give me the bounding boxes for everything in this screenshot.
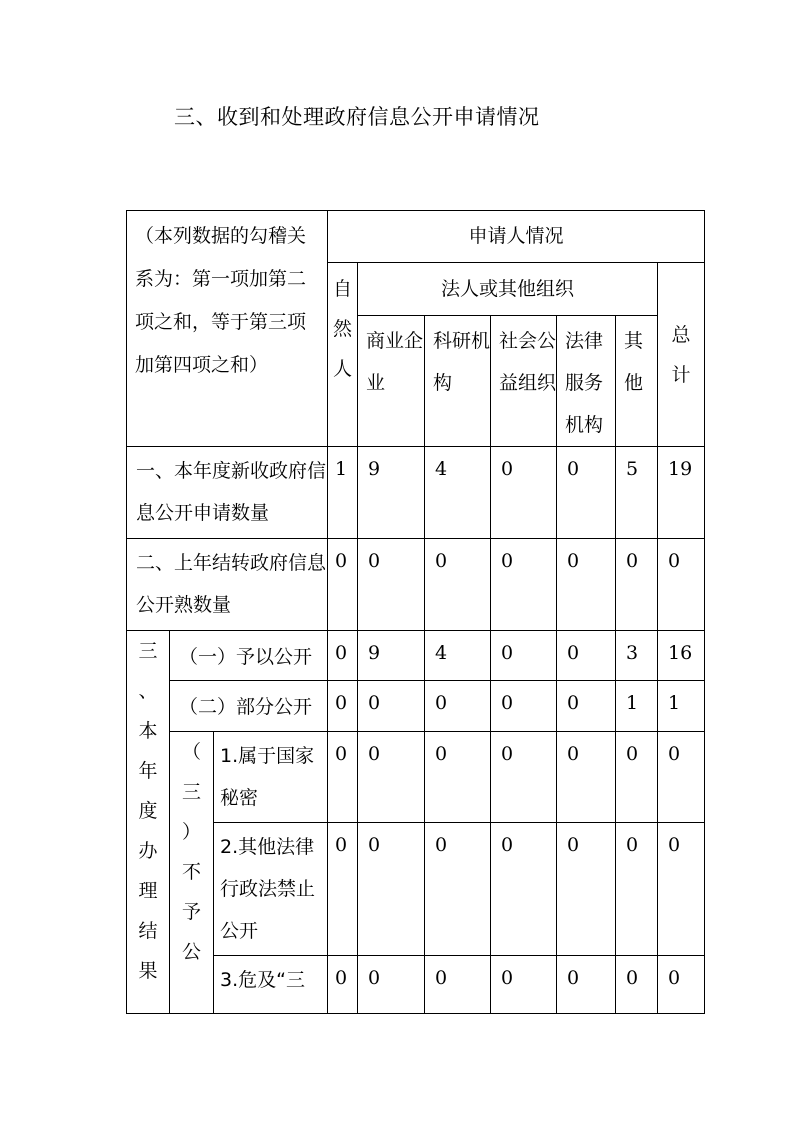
header-legal-service: 法律服务机构 <box>557 316 616 447</box>
row-carried-over-label: 二、上年结转政府信息公开熟数量 <box>127 539 328 631</box>
natural-person-char-2: 然 <box>332 318 352 340</box>
value-cell: 9 <box>358 447 425 539</box>
not-disclose-char: ） <box>181 821 201 843</box>
row-partial-label: （二）部分公开 <box>170 681 328 732</box>
value-cell: 4 <box>425 447 491 539</box>
value-cell: 19 <box>658 447 705 539</box>
value-cell: 0 <box>328 539 358 631</box>
natural-person-char-1: 自 <box>332 278 352 300</box>
value-cell: 0 <box>491 447 557 539</box>
value-cell: 5 <box>616 447 658 539</box>
result-char: 结 <box>138 920 158 942</box>
value-cell: 0 <box>425 539 491 631</box>
value-cell: 0 <box>658 823 705 956</box>
value-cell: 9 <box>358 631 425 681</box>
total-char-1: 总 <box>671 323 691 346</box>
header-note: （本列数据的勾稽关系为：第一项加第二项之和，等于第三项加第四项之和） <box>127 211 328 447</box>
header-research: 科研机构 <box>425 316 491 447</box>
value-cell: 0 <box>491 732 557 823</box>
value-cell: 0 <box>328 956 358 1014</box>
value-cell: 0 <box>616 539 658 631</box>
value-cell: 0 <box>616 732 658 823</box>
header-other: 其他 <box>616 316 658 447</box>
result-char: 年 <box>138 760 158 782</box>
value-cell: 0 <box>358 539 425 631</box>
header-total <box>658 263 705 447</box>
value-cell: 0 <box>358 732 425 823</box>
row-law-prohibited-label: 2.其他法律行政法禁止公开 <box>214 823 328 956</box>
value-cell: 0 <box>557 681 616 732</box>
value-cell: 0 <box>425 732 491 823</box>
header-natural-person <box>328 263 358 447</box>
value-cell: 16 <box>658 631 705 681</box>
result-char: 本 <box>138 720 158 742</box>
value-cell: 0 <box>328 631 358 681</box>
value-cell: 0 <box>557 539 616 631</box>
row-not-disclose-label <box>170 732 214 1014</box>
value-cell: 0 <box>358 823 425 956</box>
value-cell: 0 <box>491 823 557 956</box>
value-cell: 0 <box>328 732 358 823</box>
result-char: 理 <box>138 880 158 902</box>
value-cell: 0 <box>425 681 491 732</box>
row-result-section-label <box>127 631 170 1014</box>
value-cell: 1 <box>328 447 358 539</box>
value-cell: 0 <box>616 823 658 956</box>
value-cell: 0 <box>557 823 616 956</box>
value-cell: 0 <box>491 956 557 1014</box>
result-char: 度 <box>138 800 158 822</box>
value-cell: 0 <box>616 956 658 1014</box>
value-cell: 0 <box>557 447 616 539</box>
value-cell: 0 <box>658 956 705 1014</box>
not-disclose-char: 予 <box>181 901 201 923</box>
header-social: 社会公益组织 <box>491 316 557 447</box>
value-cell: 0 <box>328 681 358 732</box>
natural-person-char-3: 人 <box>332 358 352 380</box>
header-applicant: 申请人情况 <box>328 211 705 263</box>
value-cell: 0 <box>328 823 358 956</box>
value-cell: 0 <box>557 956 616 1014</box>
header-legal-group: 法人或其他组织 <box>358 263 658 316</box>
result-char: 、 <box>138 680 158 702</box>
not-disclose-char: 公 <box>181 941 201 963</box>
not-disclose-char: （ <box>181 741 201 763</box>
result-char: 三 <box>138 640 158 662</box>
result-char: 办 <box>138 840 158 862</box>
row-disclose-label: （一）予以公开 <box>170 631 328 681</box>
value-cell: 0 <box>491 631 557 681</box>
page-title: 三、收到和处理政府信息公开申请情况 <box>174 105 540 129</box>
result-char: 果 <box>138 960 158 982</box>
value-cell: 3 <box>616 631 658 681</box>
value-cell: 0 <box>491 539 557 631</box>
not-disclose-char: 不 <box>181 861 201 883</box>
row-new-requests-label: 一、本年度新收政府信息公开申请数量 <box>127 447 328 539</box>
value-cell: 1 <box>658 681 705 732</box>
value-cell: 4 <box>425 631 491 681</box>
header-commercial: 商业企业 <box>358 316 425 447</box>
total-char-2: 计 <box>671 363 691 386</box>
row-state-secret-label: 1.属于国家秘密 <box>214 732 328 823</box>
row-three-safety-label: 3.危及“三 <box>214 956 328 1014</box>
value-cell: 0 <box>425 956 491 1014</box>
not-disclose-char: 三 <box>181 781 201 803</box>
value-cell: 0 <box>658 539 705 631</box>
value-cell: 0 <box>557 631 616 681</box>
value-cell: 0 <box>358 956 425 1014</box>
value-cell: 0 <box>491 681 557 732</box>
value-cell: 0 <box>658 732 705 823</box>
value-cell: 0 <box>358 681 425 732</box>
info-disclosure-table <box>126 210 705 1014</box>
value-cell: 0 <box>557 732 616 823</box>
value-cell: 0 <box>425 823 491 956</box>
value-cell: 1 <box>616 681 658 732</box>
